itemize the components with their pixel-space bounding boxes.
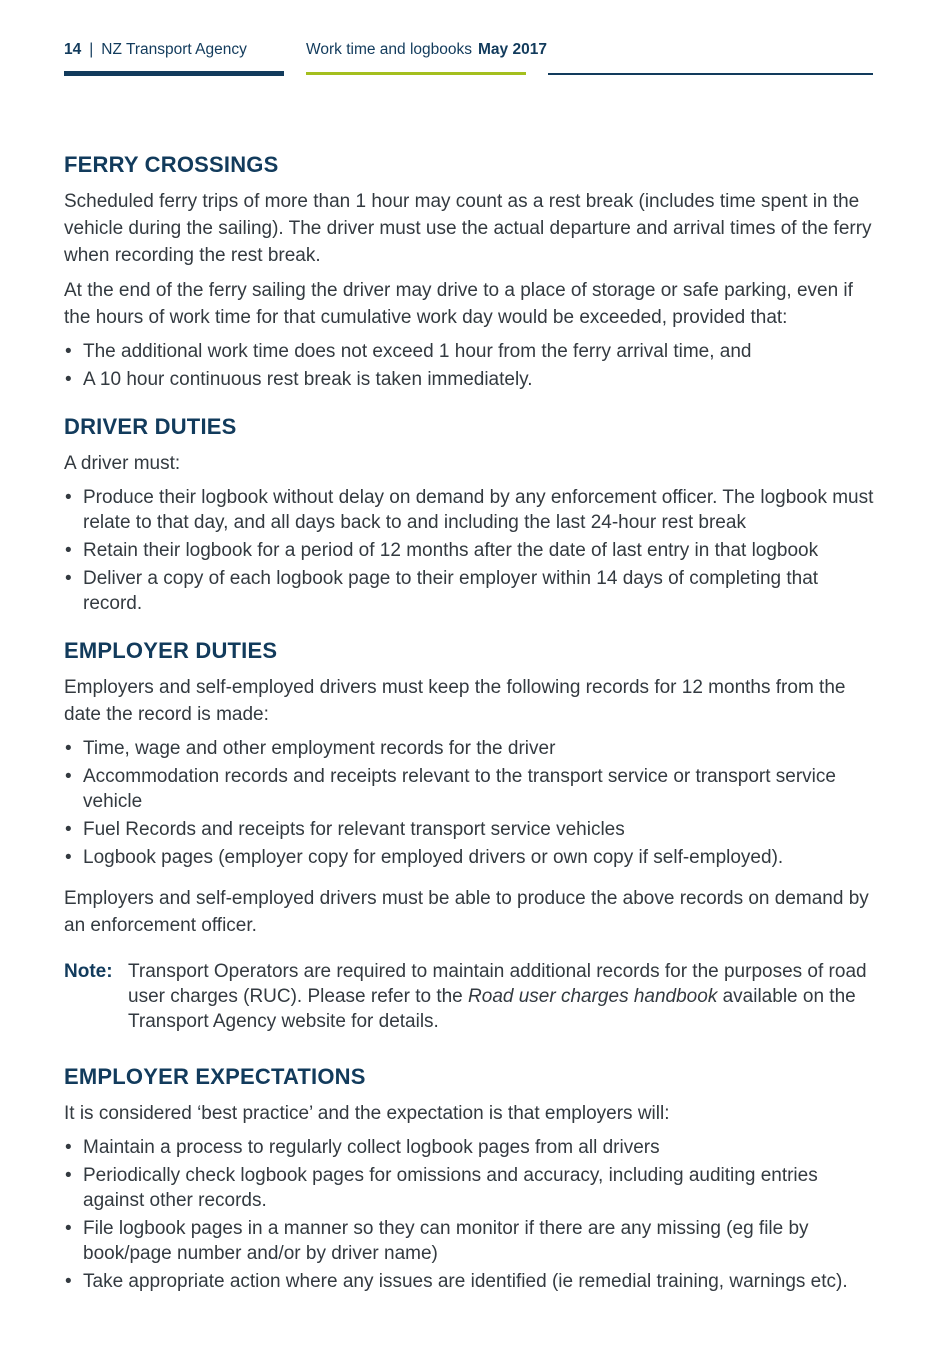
bullet: • xyxy=(65,738,72,759)
header-doc-title: Work time and logbooks xyxy=(306,41,472,58)
section-heading: EMPLOYER EXPECTATIONS xyxy=(64,1064,366,1089)
list-item-text: Retain their logbook for a period of 12 months after the date of last entry in that logbook xyxy=(83,540,819,561)
header-rule-navy xyxy=(64,71,284,76)
bullet: • xyxy=(65,1218,72,1239)
section-employer-duties xyxy=(64,636,879,1034)
paragraph: Employers and self-employed drivers must keep the following records for 12 months from the date the record is made: xyxy=(64,677,846,725)
list-item-text: Produce their logbook without delay on demand by any enforcement officer. The logbook must relate to that day, and all days back to and including the last 24-hour rest break xyxy=(83,487,874,533)
bullet: • xyxy=(65,540,72,561)
bullet: • xyxy=(65,847,72,868)
bullet-list xyxy=(64,485,879,616)
page-number: 14 xyxy=(64,41,82,58)
header-doc xyxy=(306,41,547,59)
bullet: • xyxy=(65,1271,72,1292)
list-item xyxy=(64,1163,879,1213)
bullet: • xyxy=(65,487,72,508)
page-content xyxy=(64,150,879,1314)
section-driver-duties xyxy=(64,412,879,616)
paragraph: At the end of the ferry sailing the driver may drive to a place of storage or safe parking, even if the hours of work time for that cumulative work day would be exceeded, provided that: xyxy=(64,280,853,328)
header-rule-thin xyxy=(548,73,873,75)
section-heading: EMPLOYER DUTIES xyxy=(64,638,278,663)
note-text xyxy=(128,959,879,1034)
section-heading: FERRY CROSSINGS xyxy=(64,152,279,177)
note-label: Note: xyxy=(64,961,113,982)
list-item-text: Take appropriate action where any issues are identified (ie remedial training, warnings etc). xyxy=(83,1271,848,1292)
bullet: • xyxy=(65,369,72,390)
list-item-text: Time, wage and other employment records for the driver xyxy=(83,738,556,759)
paragraph: Scheduled ferry trips of more than 1 hour may count as a rest break (includes time spent in the vehicle during the sailing). The driver must use the actual departure and arrival times of the ferry when recording the rest break. xyxy=(64,191,872,266)
section-ferry-crossings xyxy=(64,150,879,392)
header-org: NZ Transport Agency xyxy=(101,41,247,58)
list-item xyxy=(64,1135,879,1160)
list-item xyxy=(64,1216,879,1266)
bullet: • xyxy=(65,341,72,362)
header-left xyxy=(64,41,247,59)
list-item xyxy=(64,817,879,842)
section-employer-expectations xyxy=(64,1062,879,1294)
paragraph: A driver must: xyxy=(64,453,181,474)
note-text-start: Transport Operators are required to maintain additional records for the purposes of road user charges (RUC). Please refer to the xyxy=(128,961,867,1007)
list-item xyxy=(64,764,879,814)
list-item-text: Deliver a copy of each logbook page to their employer within 14 days of completing that record. xyxy=(83,568,819,614)
bullet-list xyxy=(64,1135,879,1294)
list-item xyxy=(64,339,879,364)
list-item-text: Maintain a process to regularly collect logbook pages from all drivers xyxy=(83,1137,660,1158)
header-doc-date: May 2017 xyxy=(478,41,547,58)
section-heading: DRIVER DUTIES xyxy=(64,414,237,439)
paragraph: Employers and self-employed drivers must be able to produce the above records on demand by an enforcement officer. xyxy=(64,888,869,936)
list-item-text: The additional work time does not exceed 1 hour from the ferry arrival time, and xyxy=(83,341,752,362)
bullet: • xyxy=(65,1137,72,1158)
list-item xyxy=(64,485,879,535)
list-item xyxy=(64,845,879,870)
note-block xyxy=(64,959,879,1034)
list-item-text: A 10 hour continuous rest break is taken immediately. xyxy=(83,369,533,390)
list-item xyxy=(64,367,879,392)
list-item xyxy=(64,538,879,563)
paragraph: It is considered ‘best practice’ and the expectation is that employers will: xyxy=(64,1103,670,1124)
header-separator: | xyxy=(89,41,94,58)
list-item-text: Logbook pages (employer copy for employed drivers or own copy if self-employed). xyxy=(83,847,784,868)
list-item xyxy=(64,736,879,761)
bullet: • xyxy=(65,1165,72,1186)
list-item-text: Fuel Records and receipts for relevant transport service vehicles xyxy=(83,819,625,840)
list-item xyxy=(64,566,879,616)
bullet-list xyxy=(64,736,879,870)
list-item-text: Periodically check logbook pages for omissions and accuracy, including auditing entries against other records. xyxy=(83,1165,818,1211)
header-rule-green xyxy=(306,72,526,75)
bullet-list xyxy=(64,339,879,392)
bullet: • xyxy=(65,766,72,787)
bullet: • xyxy=(65,568,72,589)
list-item-text: Accommodation records and receipts relevant to the transport service or transport service vehicle xyxy=(83,766,836,812)
note-text-end: available on the Transport Agency website for details. xyxy=(128,986,856,1032)
bullet: • xyxy=(65,819,72,840)
list-item-text: File logbook pages in a manner so they can monitor if there are any missing (eg file by book/page number and/or by driver name) xyxy=(83,1218,809,1264)
list-item xyxy=(64,1269,879,1294)
handbook-title: Road user charges handbook xyxy=(468,986,718,1007)
